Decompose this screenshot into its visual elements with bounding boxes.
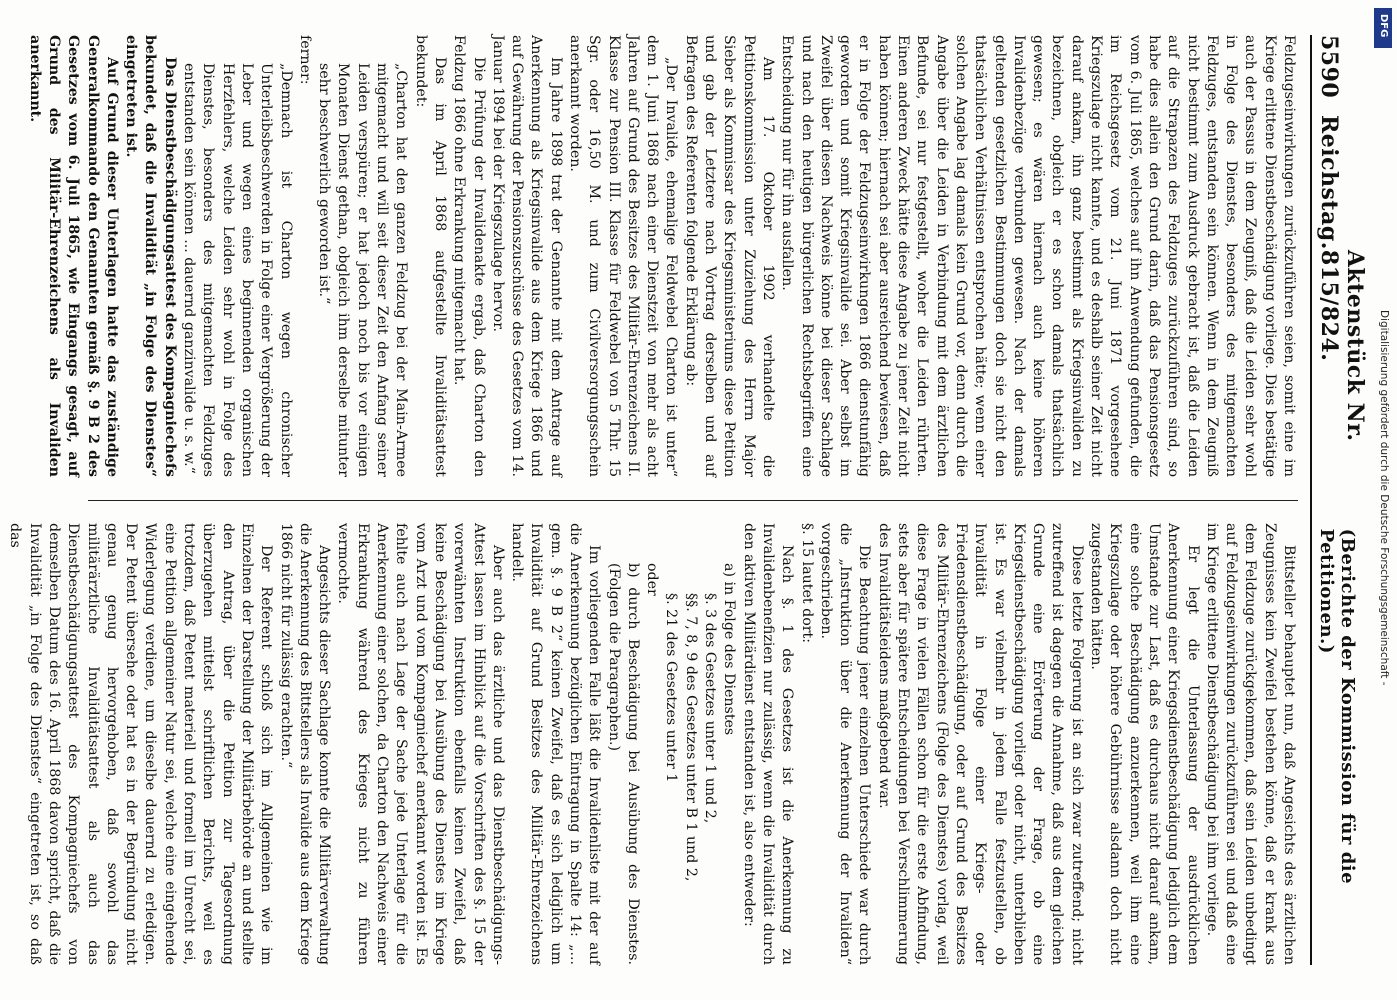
paragraph: Er legt die Unterlassung der ausdrücklichen Anerkennung einer Kriegsdienstbeschädigung lediglich dem Umstande zur Last, daß es durchaus nicht darauf ankam, eine solche Beschädigung anzuerkennen, weil ihm eine Kriegszulage oder höhere Gebührnisse alsdann doch nicht zugestanden hätten.: [1088, 523, 1201, 965]
page-number: 5590: [1316, 35, 1342, 99]
dfg-logo-text: DFG: [1378, 14, 1389, 38]
list-item: oder: [644, 563, 661, 596]
paragraph: Die Prüfung der Invalidenakte ergab, daß Charton den Feldzug 1866 ohne Erkrankung mitgemacht hat.: [451, 35, 487, 477]
header-section: (Berichte der Kommission für die Petitionen.): [1316, 528, 1358, 885]
paragraph: §. 15 lautet dort:: [798, 523, 815, 644]
paragraph: Im Jahre 1898 trat der Genannte mit dem Antrage auf Anerkennung als Kriegsinvalide aus dem Kriege 1866 und auf Gewährung der Pensionszuschüsse des Gesetzes vom 14. Januar 1894 bei der Kriegszulage hervor.: [489, 35, 564, 477]
quote: „Charton hat den ganzen Feldzug bei der Main-Armee mitgemacht und will seit dieser Zeit den Anfang seiner Leiden verspüren; er hat jedoch noch bis vor einigen Monaten Dienst gethan, obgleich ihm derselbe mitunter sehr beschwerlich geworden ist.“: [316, 63, 410, 477]
rotated-page-content: [7, 35, 1368, 965]
paragraph: Die Beachtung jener einzelnen Unterschiede war durch die „Instruktion über die Anerkennung der Invaliden“ vorgeschrieben.: [817, 523, 873, 965]
list-item: §. 3 des Gesetzes unter 1 und 2,: [702, 593, 719, 824]
left-column: [26, 35, 1298, 477]
list-item: a) in Folge des Dienstes: [721, 563, 738, 736]
paragraph: Bittsteller behauptet nun, daß Angesichts des ärztlichen Zeugnisses kein Zweifel bestehen könne, daß er krank aus dem Feldzuge zurückgekommen, daß sein Leiden unbedingt auf Feldzugseinwirkungen zurückzuführen sei und daß eine im Kriege erlittene Dienstbeschädigung bei ihm vorliege.: [1203, 523, 1297, 965]
column-divider: [88, 500, 1298, 501]
paragraph: ferner:: [296, 35, 313, 85]
right-column: [7, 523, 1298, 965]
page-header: [1310, 35, 1368, 965]
header-reichstag: Reichstag.: [1316, 115, 1342, 250]
dfg-logo: [1374, 8, 1392, 48]
list-item: §. 21 des Gesetzes unter 1: [663, 593, 680, 783]
paragraph: Das im April 1868 aufgestellte Invaliditätsattest bekundet:: [412, 35, 448, 477]
paragraph: Diese letzte Folgerung ist an sich zwar zutreffend; nicht zutreffend ist dagegen die Annahme, daß aus dem gleichen Grunde eine Erörterung der Frage, ob eine Kriegsdienstbeschädigung vorliegt oder nicht, unterblieben ist. Es war vielmehr in jedem Falle festzustellen, ob Invalidität in Folge einer Kriegs- oder Friedensdienstbeschädigung, oder auf Grund des Besitzes des Militär-Ehrenzeichens (Folge des Dienstes) vorlag, weil diese Frage in vielen Fällen schon für die erste Abfindung, stets aber für spätere Entscheidungen bei Verschlimmerung des Invaliditätsleidens maßgebend war.: [875, 523, 1085, 965]
quote: „Demnach ist Charton wegen chronischer Unterleibsbeschwerden in Folge einer Vergrößerung der Leber und wegen eines beginnenden organischen Herzfehlers, welche Leiden sehr wohl in Folge des Dienstes, besonders des mitgemachten Feldzuges entstanden sein können ... dauernd ganzinvalide u. s. w.“: [181, 63, 294, 477]
paragraph: Feldzugseinwirkungen zurückzuführen seien, somit eine im Kriege erlittene Dienstbeschädigung vorliege. Dies bestätige auch der Passus in dem Zeugniß, daß die Leiden sehr wohl in Folge des Dienstes, besonders des mitgemachten Feldzuges, entstanden sein können. Wenn in dem Zeugniß nicht bestimmt zum Ausdruck gebracht ist, daß die Leiden auf die Strapazen des Feldzuges zurückzuführen sind, so habe dies allein den Grund darin, daß das Pensionsgesetz vom 6. Juli 1865, welches auf ihn Anwendung gefunden, die im Reichsgesetz vom 21. Juni 1871 vorgesehene Kriegszulage nicht kannte, und es deshalb seiner Zeit nicht darauf ankam, ihn ganz bestimmt als Kriegsinvaliden zu bezeichnen, obgleich er es schon damals thatsächlich gewesen; es wären hiernach auch keine höheren Invalidenbezüge verbunden gewesen. Nach der damals geltenden gesetzlichen Bestimmungen doch sie nicht den thatsächlichen Verhältnissen entsprochen hätte; wenn einer solchen Angabe lag damals kein Grund vor, denn durch die Angabe über die Leiden in Verbindung mit dem ärztlichen Befunde, sei nur festgestellt, woher die Leiden rührten. Einen anderen Zweck hätte diese Angabe zu jener Zeit nicht haben können; hiernach sei aber ausreichend bewiesen, daß er in Folge der Feldzugseinwirkungen 1866 dienstunfähig geworden und somit Kriegsinvalide sei. Aber selbst im Zweifel über diesen Nachweis könne bei dieser Sachlage und nach den heutigen bürgerlichen Rechtsbegriffen eine Entscheidung nur für ihn ausfallen.: [779, 35, 1297, 477]
paragraph: Aber auch das ärztliche und das Dienstbeschädigungs-Attest lassen im Hinblick auf die Vorschriften des §. 15 der vorerwähnten Instruktion ebenfalls keinen Zweifel, daß keine Beschädigung bei Ausübung des Dienstes im Kriege vom Arzt und vom Kompagniechef anerkannt worden ist. Es fehlte auch nach Lage der Sache jede Unterlage für die Anerkennung einer solchen, da Charton den Nachweis einer Erkrankung während des Krieges nicht zu führen vermochte.: [335, 523, 506, 965]
paragraph: Nach §. 1 des Gesetzes ist die Anerkennung zu Invalidenbenefizien nur zulässig, wenn die Invalidität durch den aktiven Militärdienst entstanden ist, also entweder:: [740, 523, 796, 965]
digitization-credit: [1374, 310, 1394, 910]
paragraph: Der Referent schloß sich im Allgemeinen wie im Einzelnen der Darstellung der Militärbehörde an und stellte den Antrag, über die Petition zur Tagesordnung überzugehen mittelst schriftlichen Berichts, weil es trotzdem, daß Petent materiell und formell im Unrecht sei, eine Petition allgemeiner Natur sei, welche eine eingehende Widerlegung verdiene, um dieselbe dauernd zu erledigen. Der Petent übersehe oder hat es in der Begründung nicht genau genug hervorgehoben, daß sowohl das militärärztliche Invaliditätsattest als auch das Dienstbeschädigungsattest des Kompagniechefs von demselben Datum des 16. April 1868 davon spricht, daß die Invalidität „in Folge des Dienstes“ eingetreten ist, so daß das: [7, 523, 275, 965]
paragraph: Am 17. Oktober 1902 verhandelte die Petitionskommission unter Zuziehung des Herrn Major Sieber als Kommissar des Kriegsministeriums diese Petition und gab der Letztere nach Vortrag derselben und auf Befragen des Referenten folgende Erklärung ab:: [682, 35, 776, 477]
list-item: §§. 7, 8, 9 des Gesetzes unter B 1 und 2,: [682, 593, 699, 882]
paragraph: Im vorliegenden Falle läßt die Invalidenliste mit der auf die Anerkennung bezüglichen Eintragung in Spalte 14: „... gem. §. 9 B 2“ keinen Zweifel, daß es sich lediglich um Invalidität auf Grund Besitzes des Militär-Ehrenzeichens handelt.: [509, 523, 603, 965]
list-item: b) durch Beschädigung bei Ausübung des Dienstes. (Folgen die Paragraphen.): [605, 563, 641, 965]
header-aktenstueck: Aktenstück Nr. 815/824.: [1316, 249, 1368, 442]
paragraph: „Der Invalide, ehemalige Feldwebel Charton ist unter“ dem 1. Juni 1868 nach einer Dienstzeit von mehr als acht Jahren auf Grund des Besitzes des Militär-Ehrenzeichens II. Klasse zur Pension III. Klasse für Feldwebel von 5 Thlr. 15 Sgr. oder 16,50 M. und zum Civilversorgungsschein anerkannt worden.: [567, 35, 680, 477]
paragraph: Auf Grund dieser Unterlagen hatte das zuständige Generalkommando den Genannten gemäß §. 9 B 2 des Gesetzes vom 6. Juli 1865, wie Eingangs gesagt, auf Grund des Militär-Ehrenzeichens als Invaliden anerkannt.: [26, 35, 120, 477]
digitization-credit-text: Digitalisierung gefördert durch die Deutsche Forschungsgemeinschaft -: [1378, 310, 1390, 686]
paragraph: Angesichts dieser Sachlage konnte die Militärverwaltung die Anerkennung des Bittstellers als Invalide aus dem Kriege 1866 nicht für zulässig erachten.“: [277, 523, 333, 965]
paragraph: Das Dienstbeschädigungsattest des Kompagniechefs bekundet, daß die Invalidität „in Folge des Dienstes“ eingetreten ist.: [123, 35, 178, 477]
